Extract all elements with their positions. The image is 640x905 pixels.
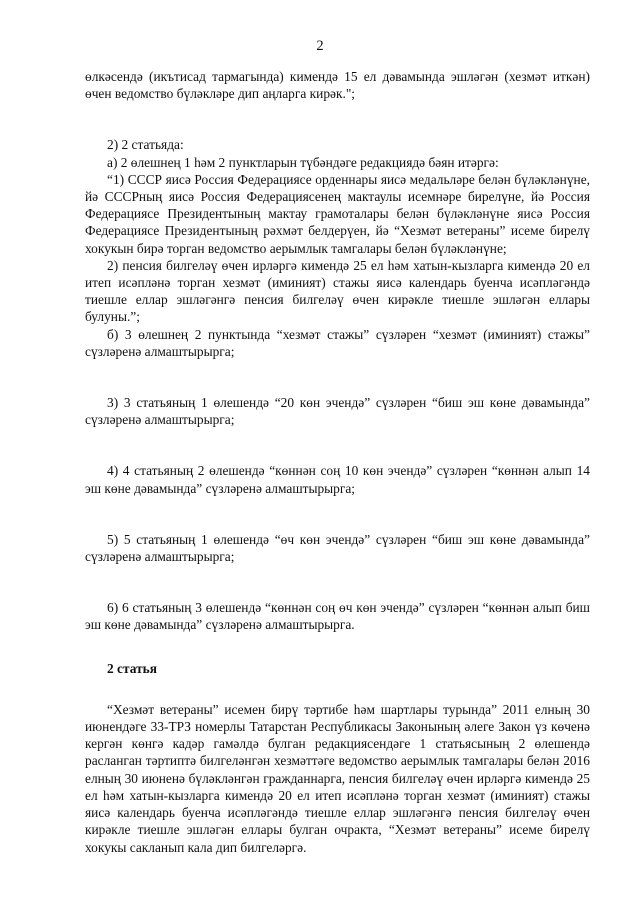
document-body bbox=[85, 68, 590, 856]
section-heading: 2 статья bbox=[107, 660, 157, 676]
paragraph-continuation: өлкәсендә (икътисад тармагында) кимендә 15 ел дәвамында эшләгән (хезмәт иткән) өчен ведомство бүләкләре дип аңларга кирәк."; bbox=[85, 69, 590, 102]
paragraph-item-3: 3) 3 статьяның 1 өлешендә “20 көн эчендә” сүзләрен “биш эш көне дәвамында” сүзләренә алмаштырырга; bbox=[85, 395, 590, 428]
page-number: 2 bbox=[316, 38, 324, 54]
paragraph-point-1: “1) СССР яисә Россия Федерациясе орденнары яисә медальләре белән бүләкләнүне, йә СССРның яисә Россия Федерациясенең мактаулы исемнәре бирелүне, йә Россия Федерациясе Президентының мактау грамоталары белән бүләкләнүне яисә Россия Федерациясе Президентының рәхмәт белдерүен, йә “Хезмәт ветераны” исеме бирелү хокукын бирә торган ведомство аерымлык тамгалары белән бүләкләнүне; bbox=[85, 171, 590, 256]
paragraph-article-2-item: 2) 2 статьяда: bbox=[107, 137, 184, 153]
paragraph-point-2: 2) пенсия билгеләү өчен ирләргә кимендә 25 ел һәм хатын-кызларга кимендә 20 ел итеп исәпләнә торган хезмәт (иминият) стажы яисә календарь буенча исәпләгәндә тиешле еллар эшләгәнгә пенсия билгеләү өчен кирәкле тиешле эшләгән еллары булуны.”; bbox=[85, 257, 590, 325]
paragraph-item-6: 6) 6 статьяның 3 өлешендә “көннән соң өч көн эчендә” сүзләрен “көннән алып биш эш көне дәвамында” сүзләренә алмаштырырга. bbox=[85, 600, 590, 633]
paragraph-subitem-a: а) 2 өлешнең 1 һәм 2 пунктларын түбәндәге редакциядә бәян итәргә: bbox=[107, 154, 499, 170]
paragraph-item-4: 4) 4 статьяның 2 өлешендә “көннән соң 10 көн эчендә” сүзләрен “көннән алып 14 эш көне дәвамында” сүзләренә алмаштырырга; bbox=[85, 463, 590, 496]
paragraph-subitem-b: б) 3 өлешнең 2 пунктында “хезмәт стажы” сүзләрен “хезмәт (иминият) стажы” сүзләренә алмаштырырга; bbox=[85, 326, 590, 359]
paragraph-item-5: 5) 5 статьяның 1 өлешендә “өч көн эчендә” сүзләрен “биш эш көне дәвамында” сүзләренә алмаштырырга; bbox=[85, 531, 590, 565]
paragraph-article-2-body: “Хезмәт ветераны” исемен бирү тәртибе һәм шартлары турында” 2011 елның 30 июнендәге 33-ТРЗ номерлы Татарстан Республикасы Законының әлеге Закон үз көченә кергән көнгә кадәр гамәлдә булган редакциясендәге 1 статьясының 2 өлешендә расланган тәртиптә билгеләнгән хезмәттәге ведомство аерымлык тамгалары белән 2016 елның 30 июненә бүләкләнгән гражданнарга, пенсия билгеләү өчен ирләргә кимендә 25 ел һәм хатын-кызларга кимендә 20 ел итеп исәпләнә торган хезмәт (иминият) стажы яисә календарь буенча исәпләгәндә тиешле еллар эшләгәнгә пенсия билгеләү өчен кирәкле тиешле эшләгән еллары булган очракта, “Хезмәт ветераны” исеме бирелү хокукы сакланып кала дип билгеләргә. bbox=[85, 701, 590, 855]
